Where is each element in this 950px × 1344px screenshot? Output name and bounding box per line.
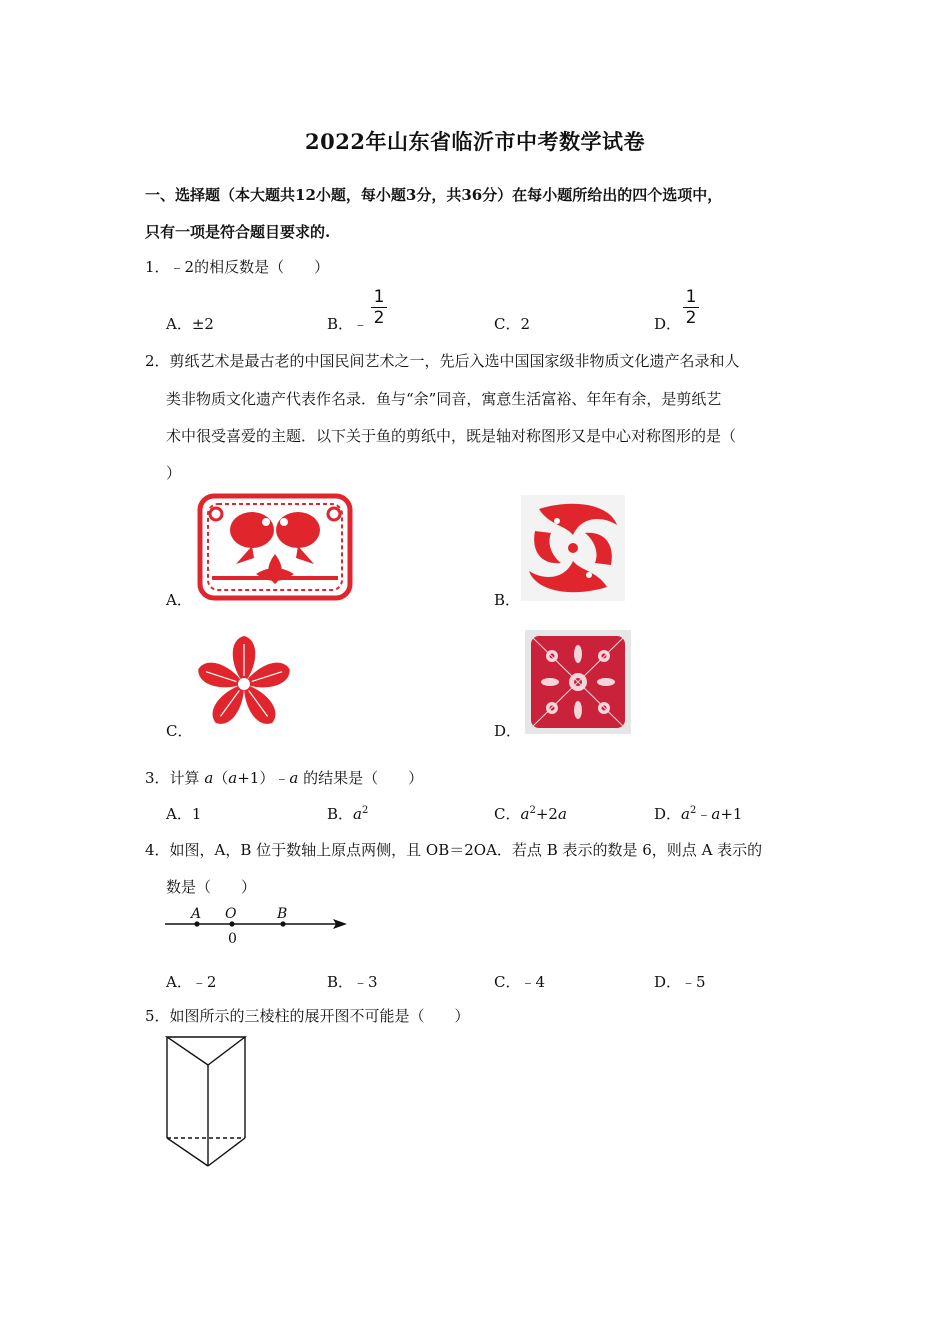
label-zero: 0 <box>228 931 237 947</box>
q3-option-b: B．$a^2$ <box>327 805 369 823</box>
q2-papercut-a-fish-pair <box>196 492 354 602</box>
q1-option-d: D． <box>654 315 682 333</box>
q5-triangular-prism-figure <box>160 1030 252 1172</box>
q4-option-b: B．﹣3 <box>327 973 378 991</box>
q4-stem-line1: 4．如图，A，B 位于数轴上原点两侧，且 OB＝2OA．若点 B 表示的数是 6，则点 A 表示的 <box>145 841 763 859</box>
fraction-denominator: 2 <box>373 308 385 328</box>
q2-option-b: B． <box>494 591 521 609</box>
q1-stem: 1．﹣2的相反数是（ ） <box>145 258 330 276</box>
q4-option-d: D．﹣5 <box>654 973 706 991</box>
point-b-dot <box>280 921 285 926</box>
page-title: 2022年山东省临沂市中考数学试卷 <box>305 129 645 154</box>
q2-stem-line4: ） <box>166 464 182 482</box>
label-point-a: A <box>191 906 202 922</box>
q3-option-d: D．$a^2﹣a+1$ <box>654 805 743 823</box>
point-o-dot <box>229 921 234 926</box>
label-point-o: O <box>225 906 237 922</box>
q1-option-c: C．2 <box>494 315 531 333</box>
q2-papercut-d-square-pattern <box>525 630 631 734</box>
fraction-numerator: 1 <box>373 287 385 307</box>
q1-option-b: B．﹣ <box>327 315 369 333</box>
fraction-numerator: 1 <box>685 287 697 307</box>
q4-stem-line2: 数是（ ） <box>166 878 257 896</box>
q2-option-c: C． <box>166 722 193 740</box>
q1-option-d-fraction <box>683 288 699 327</box>
q3-option-a: A．1 <box>166 805 202 823</box>
q3-option-c: C．$a^2+2a$ <box>494 805 567 823</box>
q1-option-b-fraction <box>371 288 387 327</box>
q1-option-a: A．±2 <box>166 315 214 333</box>
section-heading-line2: 只有一项是符合题目要求的. <box>145 223 331 241</box>
section-heading-line1: 一、选择题（本大题共12小题，每小题3分，共36分）在每小题所给出的四个选项中， <box>145 186 723 204</box>
point-a-dot <box>194 921 199 926</box>
q2-option-d: D． <box>494 722 522 740</box>
q2-stem-line2: 类非物质文化遗产代表作名录．鱼与“余”同音，寓意生活富裕、年年有余，是剪纸艺 <box>166 390 722 408</box>
q4-number-line-figure <box>163 902 353 948</box>
q2-stem-line1: 2．剪纸艺术是最古老的中国民间艺术之一，先后入选中国国家级非物质文化遗产名录和人 <box>145 352 740 370</box>
q2-papercut-c-petal-flower <box>193 633 295 735</box>
q2-option-a: A． <box>166 591 192 609</box>
q4-option-c: C．﹣4 <box>494 973 546 991</box>
q3-stem: 3．计算 a（a+1）﹣a 的结果是（ ） <box>145 769 424 787</box>
fraction-denominator: 2 <box>685 308 697 328</box>
label-point-b: B <box>277 906 288 922</box>
q5-stem: 5．如图所示的三棱柱的展开图不可能是（ ） <box>145 1007 470 1025</box>
q2-papercut-b-swirl-fish <box>521 495 625 601</box>
q4-option-a: A．﹣2 <box>166 973 217 991</box>
q2-stem-line3: 术中很受喜爱的主题．以下关于鱼的剪纸中，既是轴对称图形又是中心对称图形的是（ <box>166 427 737 445</box>
